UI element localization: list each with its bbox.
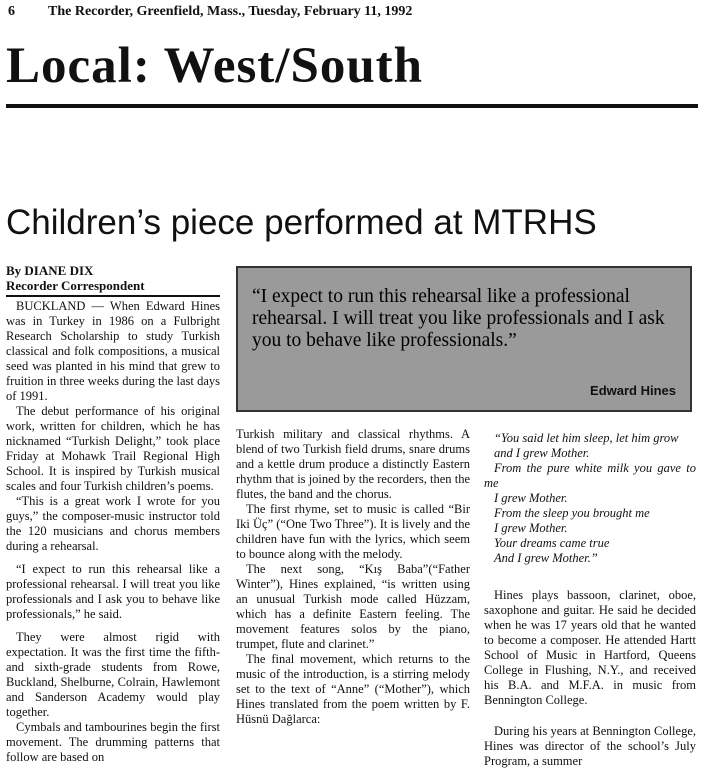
pull-quote: [236, 266, 692, 412]
poem-line: From the pure white milk you gave to me: [484, 461, 696, 490]
paragraph: During his years at Bennington College, Hines was director of the school’s July Program, a summer: [484, 724, 696, 768]
poem-line: And I grew Mother.”: [494, 551, 598, 565]
paragraph: The debut performance of his original work, written for children, which he has nicknamed “Turkish Delight,” took place Friday at Mohawk Trail Regional High School. It is inspired by Turkish musical scales and four Turkish children’s poems.: [6, 404, 220, 493]
byline-author: By DIANE DIX: [6, 263, 94, 278]
paragraph: Hines plays bassoon, clarinet, oboe, saxophone and guitar. He said he decided when he was 17 years old that he wanted to become a composer. He attended Hartt School of Music in Hartford, Queens College in Flushing, N.Y., and received his B.A. and M.F.A. in music from Bennington College.: [484, 588, 696, 707]
article-column-1: [6, 299, 220, 765]
paragraph: The final movement, which returns to the music of the introduction, is a stirring melody set to the text of “Anne” (“Mother”), which Hines translated from the poem written by F. Hüsnü Dağlarca:: [236, 652, 470, 726]
poem-line: and I grew Mother.: [494, 446, 590, 460]
paragraph: “This is a great work I wrote for you guys,” the composer-music instructor told the 120 musicians and chorus members during a rehearsal.: [6, 494, 220, 553]
section-rule: [6, 104, 698, 108]
paragraph: Turkish military and classical rhythms. A blend of two Turkish field drums, snare drums and a kettle drum produce a distinctly Eastern rhythm that is joined by the recorders, then the flutes, the band and the chorus.: [236, 427, 470, 501]
poem-line: From the sleep you brought me: [494, 506, 650, 520]
paragraph: “I expect to run this rehearsal like a professional rehearsal. I will treat you like professionals and I ask you to behave like professionals,” he said.: [6, 562, 220, 621]
paragraph: The next song, “Kış Baba”(“Father Winter”), Hines explained, “is written using an unusual Turkish mode called Hüzzam, which has a definite Eastern feeling. The movement features solos by the piano, trumpet, flute and clarinet.”: [236, 562, 470, 651]
dateline: The Recorder, Greenfield, Mass., Tuesday, February 11, 1992: [48, 4, 413, 19]
paragraph: The first rhyme, set to music is called “Bir Iki Üç” (“One Two Three”). It is lively and the children have fun with the lyrics, which seem to bounce along with the melody.: [236, 502, 470, 561]
poem-line: I grew Mother.: [494, 521, 568, 535]
article-column-2: [236, 427, 470, 727]
byline-rule: [6, 295, 220, 297]
section-title: Local: West/South: [6, 38, 424, 94]
paragraph: BUCKLAND — When Edward Hines was in Turkey in 1986 on a Fulbright Research Scholarship to study Turkish classical and folk compositions, a musical seed was planted in his mind that grew to fruition in three weeks during the last days of 1991.: [6, 299, 220, 403]
headline: Children’s piece performed at MTRHS: [6, 203, 597, 242]
pull-quote-text: “I expect to run this rehearsal like a professional rehearsal. I will treat you like professionals and I ask you to behave like professionals.”: [252, 286, 665, 351]
pull-quote-attribution: Edward Hines: [590, 383, 676, 398]
page-number: 6: [8, 4, 15, 19]
byline: [6, 263, 145, 293]
byline-role: Recorder Correspondent: [6, 278, 145, 293]
paragraph: They were almost rigid with expectation. It was the first time the fifth- and sixth-grade students from Rowe, Buckland, Shelburne, Colrain, Hawlemont and Sanderson Academy would play together.: [6, 630, 220, 719]
poem-line: I grew Mother.: [494, 491, 568, 505]
masthead: [8, 4, 412, 20]
poem: [484, 431, 696, 566]
poem-line: “You said let him sleep, let him grow: [494, 431, 679, 445]
article-column-3: [484, 431, 696, 769]
paragraph: Cymbals and tambourines begin the first movement. The drumming patterns that follow are based on: [6, 720, 220, 764]
poem-line: Your dreams came true: [494, 536, 610, 550]
